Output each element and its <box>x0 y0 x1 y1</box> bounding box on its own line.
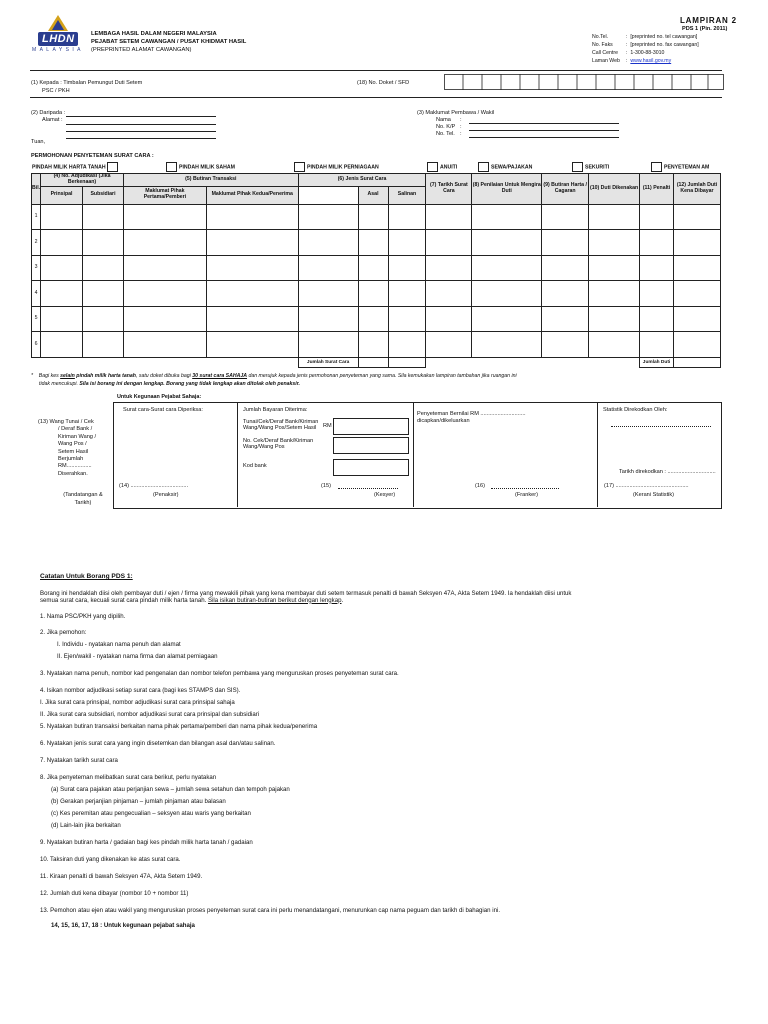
col-bil: Bil. <box>32 174 41 205</box>
kepada-psc: PSC / PKH <box>42 88 70 94</box>
note-5: 5. Nyatakan butiran transaksi berkaitan nama pihak pertama/pemberi dan nama pihak kedua/penerima <box>40 722 318 730</box>
form-code: PDS 1 (Pin. 2011) <box>682 26 728 32</box>
header-divider <box>30 70 722 71</box>
note-9: 9. Nyatakan butiran harta / gadaian bagi kes pindah milik harta tanah / gadaian <box>40 838 253 846</box>
note-1: 1. Nama PSC/PKH yang dipilih. <box>40 612 126 620</box>
diperiksa-label: Surat cara-Surat cara Diperiksa: <box>123 407 203 413</box>
col-pihak-kedua: Maklumat Pihak Kedua/Penerima <box>206 186 298 204</box>
option-sewa[interactable]: SEWA/PAJAKAN <box>478 162 532 172</box>
jumlah-surat-cara-label: Jumlah Surat Cara <box>298 357 358 367</box>
col-penalti: (11) Penalti <box>640 174 674 205</box>
tuan-label: Tuan, <box>31 139 46 145</box>
note-14: 14, 15, 16, 17, 18 : Untuk kegunaan pejabat sahaja <box>51 921 195 929</box>
table-row[interactable]: 2 <box>32 230 721 256</box>
statistik-label: Statistik Direkodkan Oleh: <box>603 407 668 413</box>
kodbank-input[interactable] <box>333 459 409 476</box>
nocek-input[interactable] <box>333 437 409 454</box>
option-sekuriti[interactable]: SEKURITI <box>572 162 609 172</box>
lhdn-logo <box>30 14 86 58</box>
n17-line[interactable]: (17) ............................................... <box>604 483 689 489</box>
nama-line[interactable] <box>469 123 619 124</box>
note-8-d: (d) Lain-lain jika berkaitan <box>51 821 121 829</box>
note-8: 8. Jika penyeteman melibatkan surat cara berikut, perlu nyatakan <box>40 773 217 781</box>
note-8-b: (b) Gerakan perjanjian pinjaman – jumlah pinjaman atau balasan <box>51 797 226 805</box>
jumlah-bayaran-label: Jumlah Bayaran Diterima: <box>243 407 308 413</box>
jumlah-duti-label: Jumlah Duti <box>640 357 674 367</box>
option-saham[interactable]: PINDAH MILIK SAHAM <box>166 162 235 172</box>
note-2-i: I. Individu - nyatakan nama penuh dan alamat <box>57 640 181 648</box>
surat-cara-table <box>31 173 721 368</box>
n16-line[interactable] <box>491 488 559 489</box>
kesyer-label: (Kesyer) <box>374 492 396 498</box>
doket-label: (18) No. Doket / SFD <box>357 80 410 86</box>
col-penilaian: (8) Penilaian Untuk Mengira Duti <box>472 174 542 205</box>
dicapkan-label: dicapkan/dikeluarkan <box>417 418 470 424</box>
lampiran-label: LAMPIRAN 2 <box>680 16 737 25</box>
notes-intro-1: Borang ini hendaklah diisi oleh pembayar duti / ejen / firma yang mewakili pihak yang kena membayar duti setem termasuk penalti di bawah Seksyen 47A, Akta Setem 1949. Ia hendaklah diisi untuk <box>40 589 572 597</box>
note-2: 2. Jika pemohon: <box>40 628 87 636</box>
col-adjudikasi: (4) No. Adjudikasi (Jika Berkenaan) <box>41 174 124 187</box>
note-6: 6. Nyatakan jenis surat cara yang ingin disetemkan dan bilangan asal dan/atau salinan. <box>40 739 276 747</box>
note-4-ii: II. Jika surat cara subsidiari, nombor adjudikasi surat cara prinsipal dan subsidiari <box>40 710 260 718</box>
note-8-a: (a) Surat cara pajakan atau perjanjian sewa – jumlah sewa setahun dan tempoh pajakan <box>51 785 290 793</box>
alamat-line-3[interactable] <box>66 138 216 139</box>
note-12: 12. Jumlah duti kena dibayar (nombor 10 + nombor 11) <box>40 889 189 897</box>
col-butiran-harta: (9) Butiran Harta / Cagaran <box>542 174 589 205</box>
kepada-label: (1) Kepada : Timbalan Pemungut Duti Setem <box>31 80 143 86</box>
n16-label: (16) <box>475 483 485 489</box>
col-pihak-pertama: Maklumat Pihak Pertama/Pemberi <box>123 186 206 204</box>
table-row[interactable]: 1 <box>32 204 721 230</box>
note-11: 11. Kiraan penalti di bawah Seksyen 47A, Akta Setem 1949. <box>40 872 203 880</box>
col-jenis-blank <box>298 186 358 204</box>
permohonan-title: PERMOHONAN PENYETEMAN SURAT CARA : <box>31 153 154 159</box>
note-4-i: I. Jika surat cara prinsipal, nombor adjudikasi surat cara prinsipal sahaja <box>40 698 235 706</box>
statistik-line[interactable] <box>611 426 711 427</box>
notes-section <box>40 573 730 929</box>
col-prinsipal: Prinsipal <box>41 186 83 204</box>
tandatangan-label: (Tandatangan & Tarikh) <box>63 492 103 506</box>
office-title: Untuk Kegunaan Pejabat Sahaja: <box>117 394 202 400</box>
pembawa-fields: Nama : No. K/P : No. Tel. : <box>436 117 462 137</box>
org-line-3: (PREPRINTED ALAMAT CAWANGAN) <box>91 47 192 53</box>
note-2-ii: II. Ejen/wakil - nyatakan nama firma dan alamat perniagaan <box>57 652 218 660</box>
logo-text: LHDN <box>42 33 75 45</box>
org-line-2: PEJABAT SETEM CAWANGAN / PUSAT KHIDMAT HASIL <box>91 39 247 45</box>
n15-label: (15) <box>321 483 331 489</box>
col-jenis-surat-cara: (6) Jenis Surat Cara <box>298 174 426 187</box>
note-4: 4. Isikan nombor adjudikasi setiap surat cara (bagi kes STAMPS dan SIS). <box>40 686 241 694</box>
penaksir-label: (Penaksir) <box>153 492 179 498</box>
website-link[interactable]: www.hasil.gov.my <box>630 58 672 64</box>
rm-input[interactable] <box>333 418 409 435</box>
tunai-label: Tunai/Cek/Deraf Bank/Kiriman Wang/Wang Pos/Setem Hasil <box>243 419 319 432</box>
footnote: * Bagi kes selain pindah milik harta tanah, satu doket dibuka bagi 30 surat cara SAHAJA dan merujuk kepada jenis permohonan penyeteman yang sama. Sila kemukakan lampiran tambahan jika ruangan ini tidak mencukupi. Sila isi borang ini dengan lengkap. Borang yang tidak lengkap akan ditolak oleh penaksir. <box>31 373 517 387</box>
org-line-1: LEMBAGA HASIL DALAM NEGERI MALAYSIA <box>91 31 217 37</box>
alamat-line-1[interactable] <box>66 124 216 125</box>
kodbank-label: Kod bank <box>243 463 267 469</box>
notes-intro-2: semua surat cara, kecuali surat cara pindah milik harta tanah. Sila isikan butiran-butiran berikut dengan lengkap. <box>40 596 344 604</box>
note-10: 10. Taksiran duti yang dikenakan ke atas surat cara. <box>40 855 181 863</box>
tarikh-rekod-label: Tarikh direkodkan : ............................... <box>619 469 716 475</box>
n15-line[interactable] <box>338 488 398 489</box>
alamat-label: Alamat : <box>42 117 63 123</box>
doket-boxes[interactable] <box>444 74 724 92</box>
contact-block: No.Tel. : [preprinted no. tel cawangan] No. Faks : [preprinted no. fax cawangan] Call Centre : 1-300-88-3010 Laman Web : www.hasil.gov.my <box>592 34 699 64</box>
office-c13: (13) Wang Tunai / Cek / Deraf Bank / Kiriman Wang / Wang Pos / Setem Hasil Berjumlah RM................ Diserahkan. <box>38 419 97 477</box>
col-salinan: Salinan <box>388 186 426 204</box>
daripada-label: (2) Daripada : <box>31 110 66 116</box>
col-subsidiari: Subsidiari <box>83 186 124 204</box>
franker-label: (Franker) <box>515 492 538 498</box>
table-row[interactable]: 3 <box>32 255 721 281</box>
nocek-label: No. Cek/Deraf Bank/Kiriman Wang/Wang Pos <box>243 438 314 451</box>
note-13: 13. Pemohon atau ejen atau wakil yang menguruskan proses penyeteman surat cara ini perlu menandatangani, menurunkan cap nama peguam dan tarikh di bahagian ini. <box>40 906 501 914</box>
kerani-label: (Kerani Statistik) <box>633 492 675 498</box>
col-jumlah-duti: (12) Jumlah Duti Kena Dibayar <box>674 174 721 205</box>
note-7: 7. Nyatakan tarikh surat cara <box>40 756 118 764</box>
kp-line[interactable] <box>469 130 619 131</box>
col-tarikh: (7) Tarikh Surat Cara <box>426 174 472 205</box>
section1-divider <box>30 97 722 98</box>
col-butiran-transaksi: (5) Butiran Transaksi <box>123 174 298 187</box>
penyeteman-label: Penyeteman Bernilai RM ............................. <box>417 411 526 417</box>
note-8-c: (c) Kes peremitan atau pengecualian – seksyen atau waris yang berkaitan <box>51 809 251 817</box>
table-row[interactable]: 4 <box>32 281 721 307</box>
tel-line[interactable] <box>469 137 619 138</box>
note-3: 3. Nyatakan nama penuh, nombor kad pengenalan dan nombor telefon pembawa yang menguruskan proses penyeteman surat cara. <box>40 669 399 677</box>
logo-country: MALAYSIA <box>32 47 84 53</box>
daripada-line[interactable] <box>66 116 216 117</box>
col-duti: (10) Duti Dikenakan <box>589 174 640 205</box>
pembawa-label: (3) Maklumat Pembawa / Wakil <box>417 110 495 116</box>
alamat-line-2[interactable] <box>66 131 216 132</box>
notes-title: Catatan Untuk Borang PDS 1: <box>40 573 133 580</box>
option-perniagaan[interactable]: PINDAH MILIK PERNIAGAAN <box>294 162 379 172</box>
option-tanah[interactable]: PINDAH MILIK HARTA TANAH <box>32 162 120 172</box>
n14-line[interactable]: (14) ..................................... <box>119 483 189 489</box>
col-asal: Asal <box>358 186 388 204</box>
table-row[interactable]: 5 <box>32 306 721 332</box>
table-row[interactable]: 6 <box>32 332 721 358</box>
option-anuiti[interactable]: ANUITI <box>427 162 457 172</box>
rm-label: RM <box>323 423 332 429</box>
option-am[interactable]: PENYETEMAN AM <box>651 162 709 172</box>
